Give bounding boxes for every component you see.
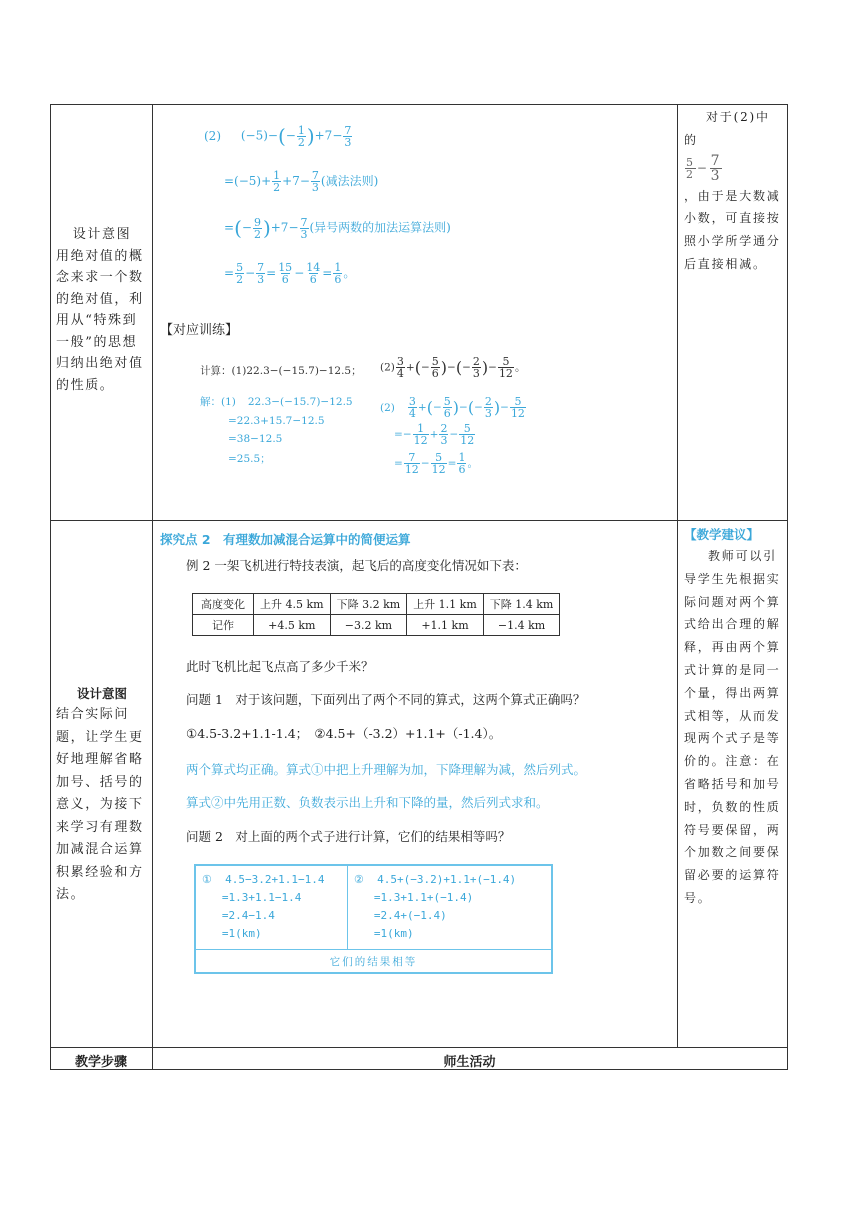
table-row-header: 记作 (193, 615, 254, 636)
border-right (787, 104, 788, 1070)
question-2: 问题 2 对上面的两个式子进行计算，它们的结果相等吗？ (186, 829, 511, 844)
teaching-advice-title: 【教学建议】 (684, 527, 760, 542)
fraction: $\frac{5}{12}$ (431, 451, 446, 476)
table-cell: 下降 1.4 km (483, 594, 560, 615)
row1-right-note-a: 对于(2)中的 (684, 110, 770, 147)
box-line: =2.4−1.4 (202, 909, 275, 922)
fraction: $\frac{7}{3}$ (300, 215, 308, 241)
fraction: $\frac{5}{6}$ (443, 395, 451, 420)
solution-1: 解：(1) 22.3−(−15.7)−12.5 =22.3+15.7−12.5 =38−12.5 =25.5； (200, 396, 353, 465)
fraction: $\frac{2}{3}$ (484, 395, 492, 420)
box-line: =1.3+1.1+(−1.4) (354, 891, 474, 904)
box-footer: 它们的结果相等 (329, 956, 418, 968)
fraction: $\frac{7}{3}$ (257, 261, 265, 286)
answer-2: 算式②中先用正数、负数表示出上升和下降的量，然后列式求和。 (186, 795, 549, 810)
fraction: $\frac{7}{3}$ (311, 169, 319, 194)
box-line: =2.4+(−1.4) (354, 909, 447, 922)
table-row-header: 高度变化 (193, 594, 254, 615)
box-divider-horizontal (196, 949, 551, 950)
box-divider-vertical (347, 866, 348, 949)
fraction: $\frac{2}{3}$ (472, 355, 480, 380)
row1-step3: = $\frac{5}{2}$ − $\frac{7}{3}$ = $\frac{15}{6}$ − $\frac{14}{6}$ = $\frac{1}{6}$ 。 (224, 261, 356, 286)
answer-1: 两个算式均正确。算式①中把上升理解为加，下降理解为减，然后列式。 (186, 762, 587, 777)
row1-right-note-fractions: $\frac{5}{2}$ − $\frac{7}{3}$ (686, 152, 722, 184)
fraction: $\frac{1}{2}$ (297, 123, 305, 149)
row1-right-note-b: ，由于是大数减小数，可直接按照小学所学通分后直接相减。 (684, 188, 781, 271)
box-line: =1(km) (354, 927, 414, 940)
calc-question-2: (2) $\frac{3}{4}$ +(− $\frac{5}{6}$ )−(− $\frac{2}{3}$ )− $\frac{5}{12}$ 。 (380, 355, 526, 380)
example-text: 例 2 一架飞机进行特技表演，起飞后的高度变化情况如下表： (186, 558, 527, 573)
fraction: $\frac{7}{3}$ (344, 123, 352, 149)
problem-expr-prefix: (−5)− (240, 128, 278, 143)
fraction: $\frac{1}{6}$ (458, 451, 466, 476)
fraction: $\frac{1}{12}$ (413, 422, 428, 447)
problem-expr-suffix: +7− (314, 128, 343, 143)
fraction: $\frac{3}{4}$ (408, 395, 416, 420)
row2-design-intent-title: 设计意图 (76, 686, 127, 701)
fraction: $\frac{15}{6}$ (278, 261, 293, 286)
step1-note: (减法法则) (320, 174, 379, 188)
footer-activities: 师生活动 (443, 1055, 496, 1070)
fraction: $\frac{5}{2}$ (236, 261, 244, 286)
box-line: ① 4.5−3.2+1.1−1.4 (202, 873, 325, 886)
row1-right-note (684, 106, 782, 276)
question-1: 问题 1 对于该问题，下面列出了两个不同的算式，这两个算式正确吗？ (186, 692, 586, 707)
fraction: $\frac{2}{3}$ (440, 422, 448, 447)
row1-design-intent-text: 用绝对值的概念来求一个数的绝对值，利用从“特殊到一般”的思想归纳出绝对值的性质。 (56, 248, 144, 393)
row2-design-intent (56, 684, 148, 907)
solution-2: (2) $\frac{3}{4}$ +(− $\frac{5}{6}$ )−(− $\frac{2}{3}$ )− $\frac{5}{12}$ =− $\frac{1}{12}$ + $\frac{2}{3}$ − $\frac{5}{12}$ = $\frac{7}{12}$ − $\frac{5}{12}$ = $\frac{1}{6}$ 。 (380, 395, 525, 476)
fraction: $\frac{9}{2}$ (253, 215, 261, 241)
fraction: $\frac{5}{6}$ (431, 355, 439, 380)
border-col2 (677, 104, 678, 1048)
box-line: =1(km) (202, 927, 262, 940)
computation-box (194, 864, 553, 974)
row1-problem-line: (2) (−5)−(− $\frac{1}{2}$ )+7− $\frac{7}{3}$ (204, 123, 352, 149)
row1-design-intent (56, 224, 148, 396)
table-row (193, 594, 560, 615)
altitude-table (192, 593, 560, 636)
fraction: $\frac{3}{4}$ (396, 355, 404, 380)
row2-teaching-advice (684, 525, 784, 910)
table-cell: +4.5 km (254, 615, 331, 636)
explore-point-heading: 探究点 2 有理数加减混合运算中的简便运算 (160, 532, 411, 547)
fraction: $\frac{5}{12}$ (498, 355, 513, 380)
fraction: $\frac{1}{6}$ (334, 261, 342, 286)
table-row (193, 615, 560, 636)
row2-design-intent-text: 结合实际问题，让学生更好地理解省略加号、括号的意义，为接下来学习有理数加减混合运算积累经验和方法。 (56, 707, 144, 902)
fraction: $\frac{14}{6}$ (306, 261, 321, 286)
box-left-column (202, 871, 324, 943)
row1-design-intent-title: 设计意图 (72, 227, 132, 242)
footer-steps: 教学步骤 (74, 1055, 127, 1070)
box-right-column (354, 871, 516, 943)
fraction: $\frac{7}{3}$ (710, 152, 722, 184)
table-cell: 下降 3.2 km (330, 594, 407, 615)
formulas: ①4.5-3.2+1.1-1.4； ②4.5+（-3.2）+1.1+（-1.4）。 (186, 726, 502, 741)
fraction: $\frac{5}{12}$ (460, 422, 475, 447)
row1-step1: =(−5)+ $\frac{1}{2}$ +7− $\frac{7}{3}$ (减法法则) (224, 169, 379, 194)
box-line: =1.3+1.1−1.4 (202, 891, 302, 904)
teaching-advice-text: 教师可以引导学生先根据实际问题对两个算式给出合理的解释，再由两个算式计算的是同一个量，得出两算式相等，从而发现两个式子是等价的。注意：在省略括号和加号时，负数的性质符号要保留，两个加数之间要保留必要的运算符号。 (684, 549, 781, 905)
row1-step2: =(− $\frac{9}{2}$ )+7− $\frac{7}{3}$ (异号两数的加法运算法则) (224, 215, 451, 241)
table-cell: −1.4 km (483, 615, 560, 636)
box-line: ② 4.5+(−3.2)+1.1+(−1.4) (354, 873, 517, 886)
border-col1 (152, 104, 153, 1070)
problem-label: (2) (204, 128, 221, 143)
step2-note: (异号两数的加法运算法则) (309, 220, 451, 235)
calc-question-1: 计算：(1)22.3−(−15.7)−12.5； (200, 365, 362, 377)
table-cell: 上升 4.5 km (254, 594, 331, 615)
table-cell: 上升 1.1 km (407, 594, 484, 615)
training-heading: 【对应训练】 (160, 323, 239, 338)
table-cell: +1.1 km (407, 615, 484, 636)
table-cell: −3.2 km (330, 615, 407, 636)
fraction: $\frac{5}{2}$ (686, 155, 695, 181)
fraction: $\frac{1}{2}$ (273, 169, 281, 194)
question-text: 此时飞机比起飞点高了多少千米？ (186, 659, 374, 674)
border-left (50, 104, 51, 1070)
fraction: $\frac{5}{12}$ (510, 395, 525, 420)
fraction: $\frac{7}{12}$ (404, 451, 419, 476)
